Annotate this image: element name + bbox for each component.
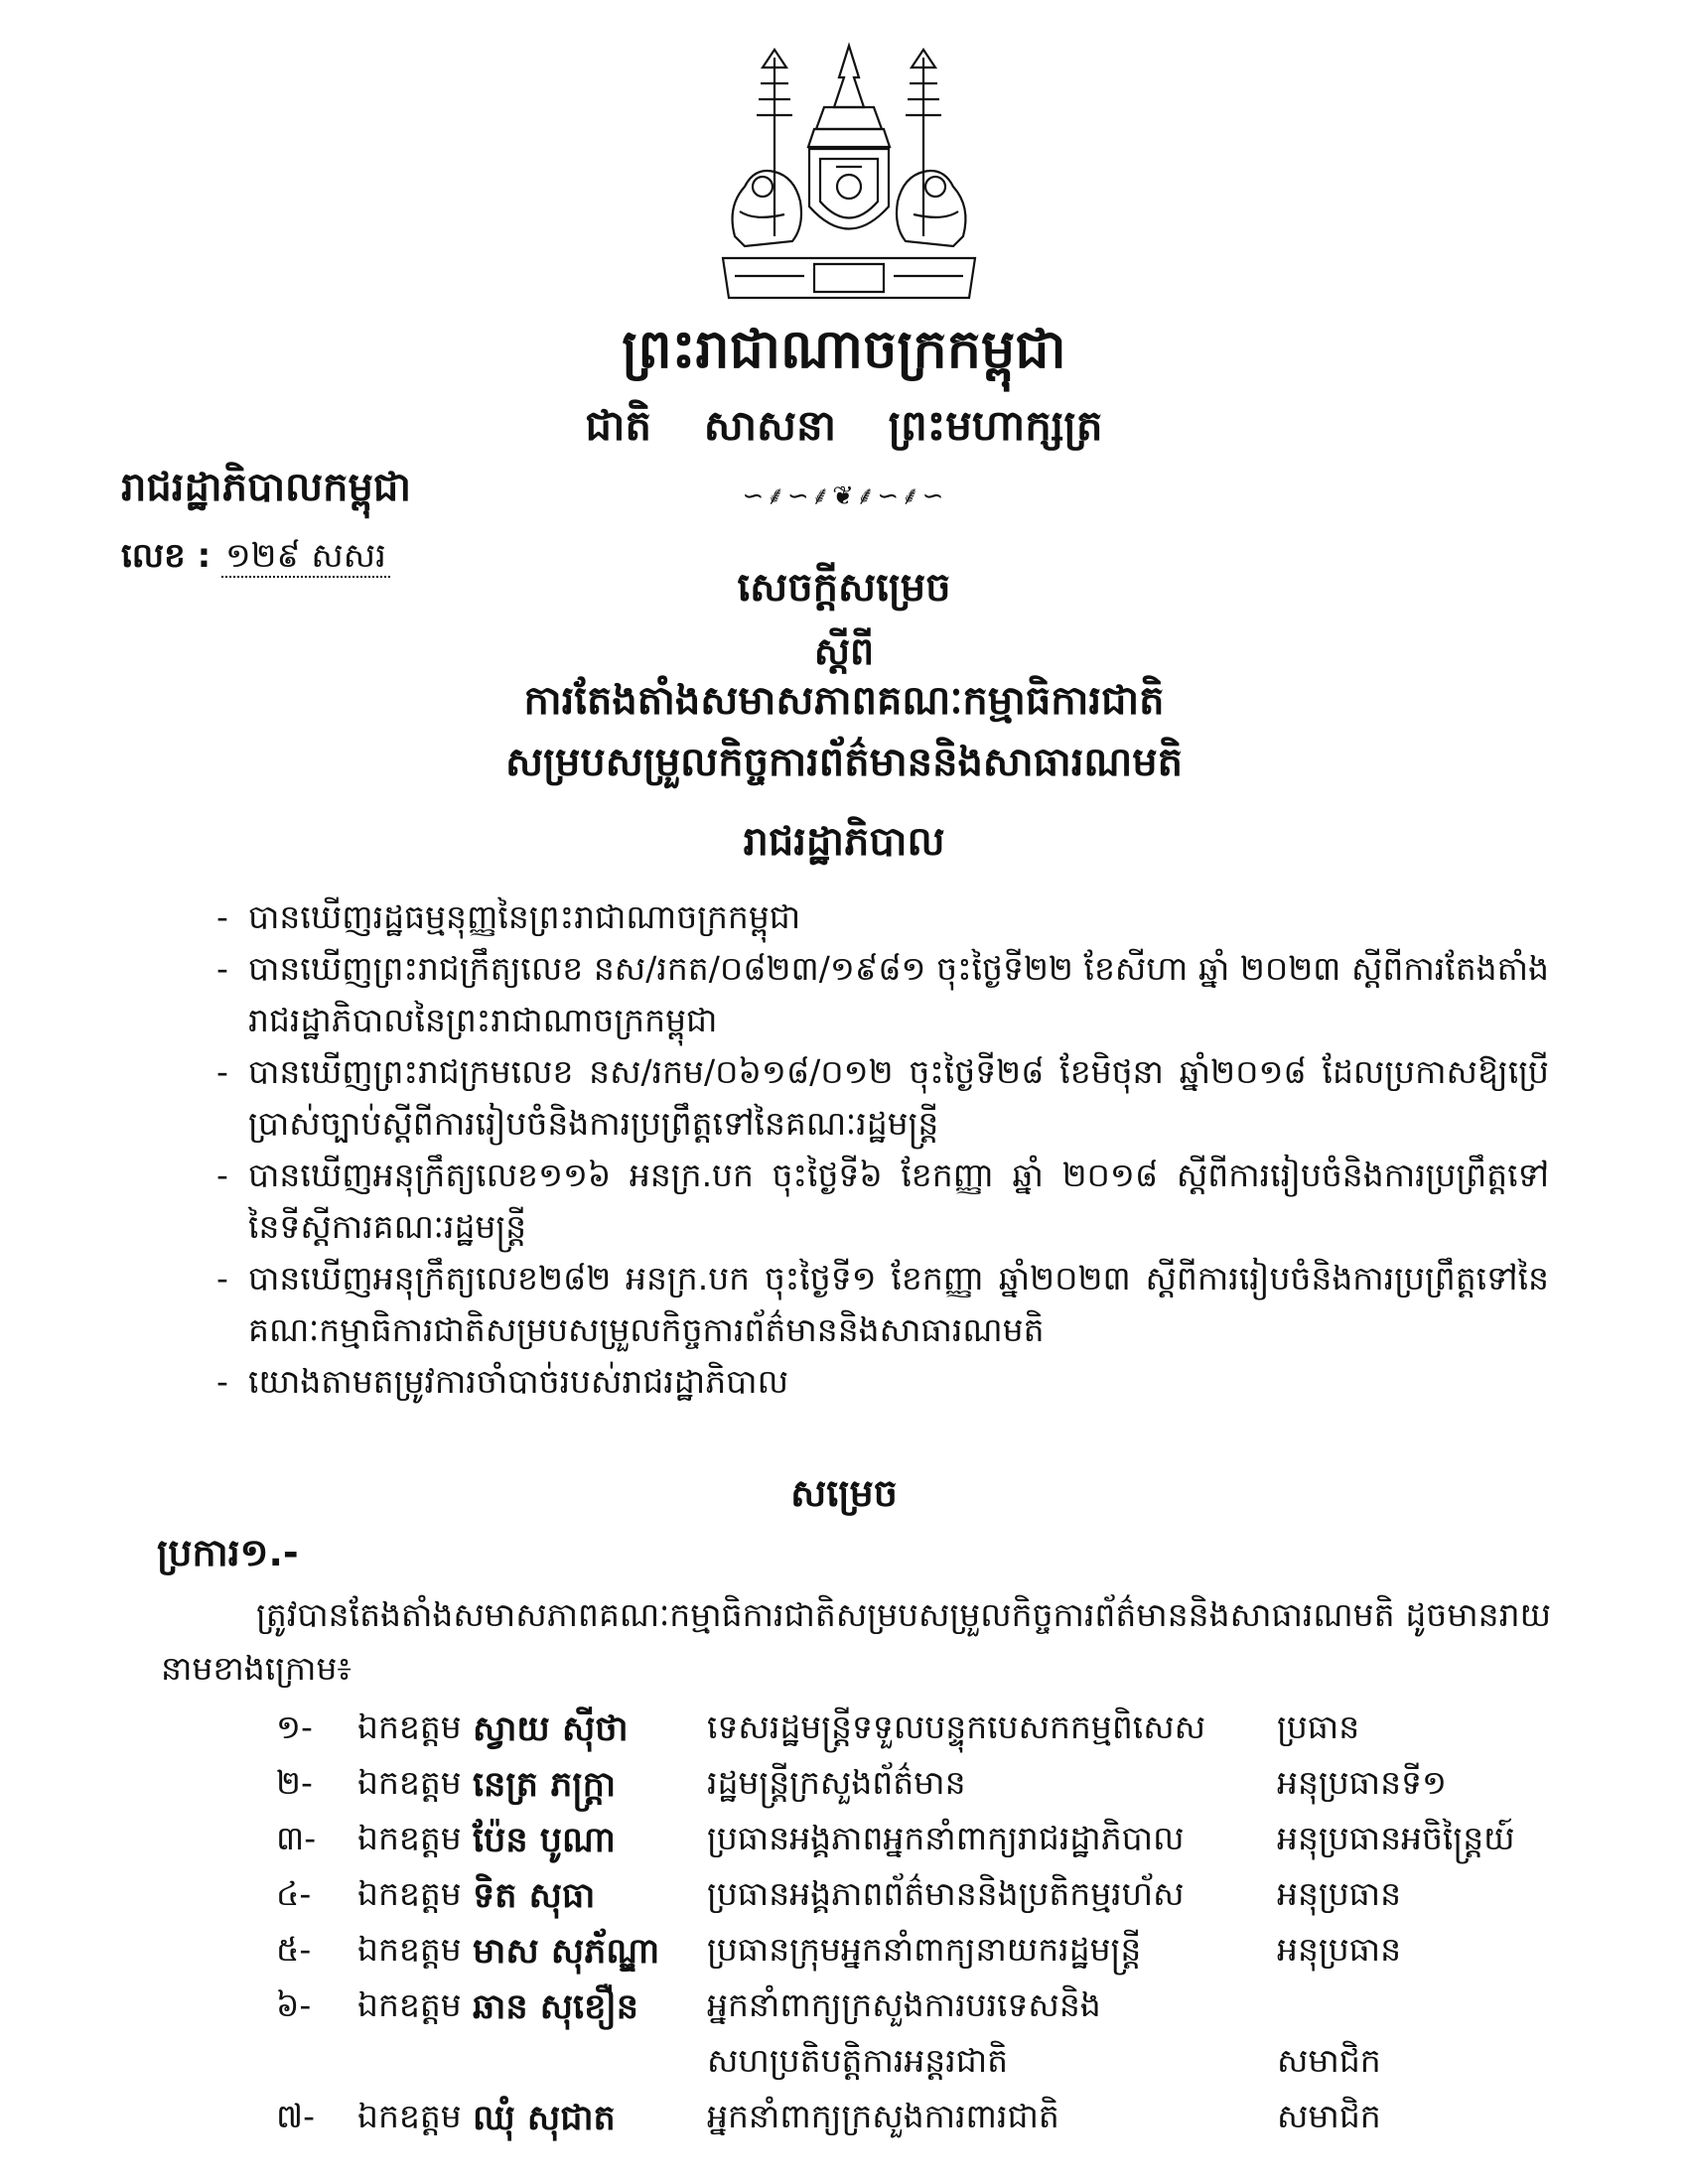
member-row	[0, 1930, 1688, 1981]
member-name: នេត្រ ភក្ត្រា	[473, 1765, 617, 1805]
member-position: អ្នកនាំពាក្យក្រសួងការបរទេសនិង	[707, 1985, 1101, 2024]
article-1-heading: ប្រការ១.-	[157, 1531, 299, 1574]
member-number: ៦-	[276, 1985, 312, 2024]
member-role: ប្រធាន	[1277, 1707, 1360, 1746]
member-title: ឯកឧត្តម	[357, 2097, 462, 2135]
member-name: មាស សុភ័ណ្ឌា	[473, 1932, 660, 1972]
member-role: អនុប្រធាន	[1277, 1874, 1402, 1913]
member-row	[0, 1874, 1688, 1926]
member-position-continued: សហប្រតិបត្តិការអន្តរជាតិ	[707, 2041, 1009, 2080]
member-number: ២-	[276, 1763, 313, 1802]
article-1-intro: ត្រូវបានតែងតាំងសមាសភាពគណៈកម្មាធិការជាតិសម្របសម្រួលកិច្ចការព័ត៌មាននិងសាធារណមតិ ដូចមានរាយនាមខាងក្រោម៖	[161, 1595, 1551, 1688]
member-title: ឯកឧត្តម	[357, 1819, 462, 1857]
member-name: ទិត សុធា	[473, 1876, 596, 1916]
member-title: ឯកឧត្តម	[357, 1930, 462, 1969]
member-name: ឈុំ សុជាត	[473, 2099, 616, 2138]
visa-item: - យោងតាមតម្រូវការចាំបាច់របស់រាជរដ្ឋាភិបាល	[216, 1362, 788, 1401]
member-row	[0, 1763, 1688, 1815]
member-title: ឯកឧត្តម	[357, 1985, 462, 2024]
member-role: អនុប្រធានអចិន្ត្រៃយ៍	[1277, 1819, 1515, 1857]
issuing-government: រាជរដ្ឋាភិបាលកម្ពុជា	[121, 465, 411, 510]
visa-item: - បានឃើញអនុក្រឹត្យលេខ២៨២ អនក្រ.បក ចុះថ្ងៃទី១ ខែកញ្ញា ឆ្នាំ២០២៣ ស្តីពីការរៀបចំនិងការប្រព្រឹត្តទៅនៃគណៈកម្មាធិការជាតិសម្របសម្រួលកិច្ចការព័ត៌មាននិងសាធារណមតិ	[216, 1259, 1549, 1349]
member-number: ៤-	[276, 1874, 312, 1913]
member-number: ១-	[276, 1707, 313, 1746]
member-title: ឯកឧត្តម	[357, 1874, 462, 1913]
document-number-value: ១២៩ សសរ	[221, 536, 390, 578]
member-row	[0, 2097, 1688, 2148]
decided-heading: សម្រេច	[790, 1471, 898, 1515]
member-number: ៧-	[276, 2097, 315, 2135]
member-position: ប្រធានក្រុមអ្នកនាំពាក្យនាយករដ្ឋមន្ត្រី	[707, 1930, 1142, 1969]
visa-item: - បានឃើញព្រះរាជក្រមលេខ នស/រកម/០៦១៨/០១២ ចុះថ្ងៃទី២៨ ខែមិថុនា ឆ្នាំ២០១៨ ដែលប្រកាសឱ្យប្រើប្រាស់ច្បាប់ស្តីពីការរៀបចំនិងការប្រព្រឹត្តទៅនៃគណៈរដ្ឋមន្ត្រី	[216, 1052, 1549, 1143]
member-role: អនុប្រធានទី១	[1277, 1763, 1447, 1802]
about-heading: ស្តីពី	[813, 629, 875, 673]
member-role: សមាជិក	[1277, 2041, 1381, 2080]
member-title: ឯកឧត្តម	[357, 1707, 462, 1746]
member-title: ឯកឧត្តម	[357, 1763, 462, 1802]
member-position: រដ្ឋមន្ត្រីក្រសួងព័ត៌មាន	[707, 1763, 966, 1802]
document-number-label: លេខ :	[121, 536, 211, 576]
subject-line-1: ការតែងតាំងសមាសភាពគណៈកម្មាធិការជាតិ	[523, 678, 1165, 724]
member-position: ប្រធានអង្គភាពអ្នកនាំពាក្យរាជរដ្ឋាភិបាល	[707, 1819, 1185, 1857]
member-position: ប្រធានអង្គភាពព័ត៌មាននិងប្រតិកម្មរហ័ស	[707, 1874, 1185, 1913]
member-name: ប៉ែន បូណា	[473, 1821, 616, 1860]
member-number: ៥-	[276, 1930, 312, 1969]
member-role: សមាជិក	[1277, 2097, 1381, 2135]
ornament-divider: ∽⸙∽⸙❦⸙∽⸙∽	[742, 481, 946, 511]
member-row-continuation	[0, 2041, 1688, 2093]
member-position: ទេសរដ្ឋមន្ត្រីទទួលបន្ទុកបេសកកម្មពិសេស	[707, 1707, 1206, 1746]
royal-arms-emblem	[715, 38, 983, 311]
member-number: ៣-	[276, 1819, 317, 1857]
member-row	[0, 1819, 1688, 1870]
visa-item: - បានឃើញព្រះរាជក្រឹត្យលេខ នស/រកត/០៨២៣/១៩៨១ ចុះថ្ងៃទី២២ ខែសីហា ឆ្នាំ ២០២៣ ស្តីពីការតែងតាំងរាជរដ្ឋាភិបាលនៃព្រះរាជាណាចក្រកម្ពុជា	[216, 949, 1549, 1039]
visa-item: - បានឃើញអនុក្រឹត្យលេខ១១៦ អនក្រ.បក ចុះថ្ងៃទី៦ ខែកញ្ញា ឆ្នាំ ២០១៨ ស្តីពីការរៀបចំនិងការប្រព្រឹត្តទៅនៃទីស្តីការគណៈរដ្ឋមន្ត្រី	[216, 1156, 1549, 1246]
member-name: ស្វាយ ស៊ីថា	[473, 1709, 629, 1749]
visa-item: - បានឃើញរដ្ឋធម្មនុញ្ញនៃព្រះរាជាណាចក្រកម្ពុជា	[216, 897, 801, 936]
decision-heading: សេចក្តីសម្រេច	[737, 565, 951, 611]
member-row	[0, 1707, 1688, 1759]
national-motto: ជាតិ សាសនា ព្រះមហាក្សត្រ	[585, 401, 1103, 450]
subject-line-2: សម្របសម្រួលកិច្ចការព័ត៌មាននិងសាធារណមតិ	[504, 740, 1184, 785]
issuer-heading: រាជរដ្ឋាភិបាល	[743, 819, 945, 865]
kingdom-name: ព្រះរាជាណាចក្រកម្ពុជា	[622, 318, 1066, 380]
member-name: ឆាន សុខឿន	[473, 1987, 639, 2027]
member-row	[0, 1985, 1688, 2037]
member-role: អនុប្រធាន	[1277, 1930, 1402, 1969]
member-position: អ្នកនាំពាក្យក្រសួងការពារជាតិ	[707, 2097, 1059, 2135]
